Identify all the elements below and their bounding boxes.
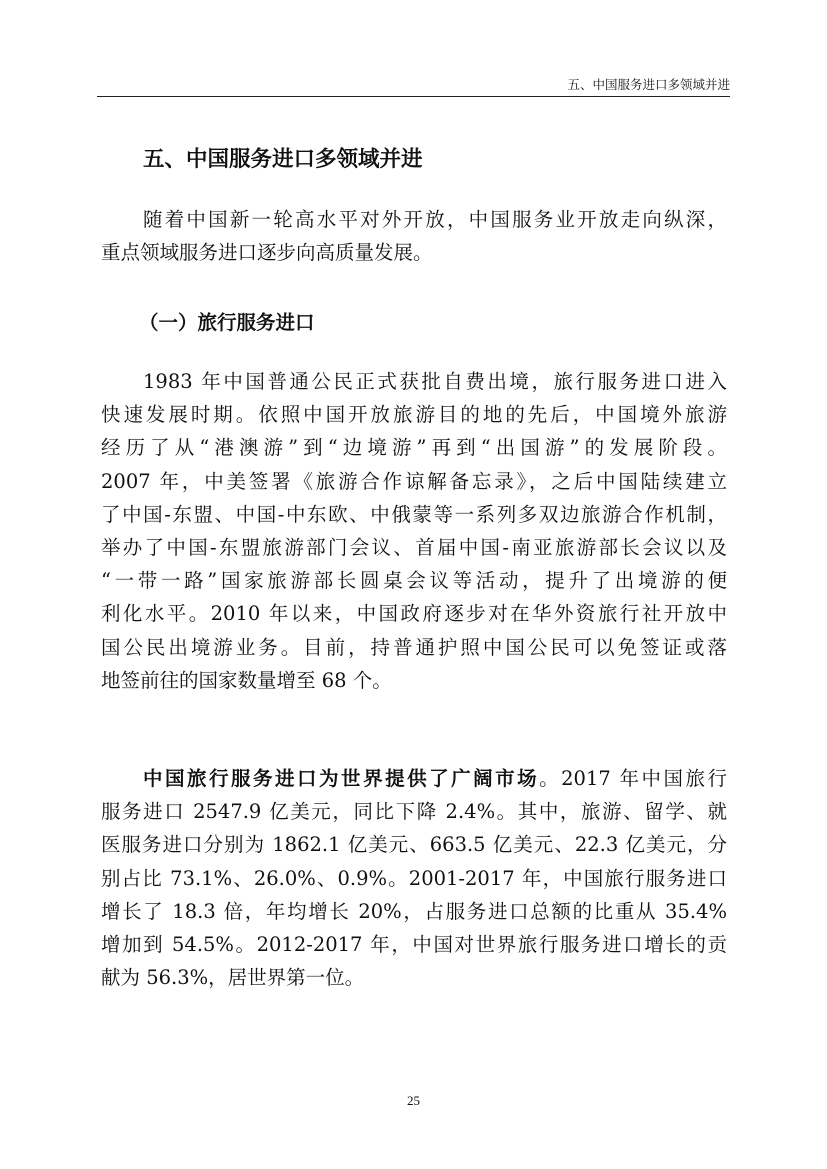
paragraph-line: 了中国-东盟、中国-中东欧、中俄蒙等一系列多双边旅游合作机制，	[101, 502, 727, 526]
bold-lead-sentence: 中国旅行服务进口为世界提供了广阔市场	[143, 767, 540, 790]
paragraph-line: 经历了从“港澳游”到“边境游”再到“出国游”的发展阶段。	[101, 436, 727, 460]
header-rule	[97, 96, 730, 97]
subsection-heading: （一）旅行服务进口	[139, 311, 315, 334]
paragraph-line: “一带一路”国家旅游部长圆桌会议等活动，提升了出境游的便	[101, 569, 727, 593]
paragraph-travel-market	[101, 762, 727, 994]
paragraph-line: 别占比 73.1%、26.0%、0.9%。2001-2017 年，中国旅行服务进口	[101, 866, 727, 890]
paragraph-line: 国公民出境游业务。目前，持普通护照中国公民可以免签证或落	[101, 635, 727, 659]
paragraph-line: 2007 年，中美签署《旅游合作谅解备忘录》，之后中国陆续建立	[101, 469, 727, 493]
paragraph-line: 服务进口 2547.9 亿美元，同比下降 2.4%。其中，旅游、留学、就	[101, 800, 727, 824]
paragraph-line: 地签前往的国家数量增至 68 个。	[101, 668, 392, 692]
paragraph-travel-history	[101, 365, 727, 697]
paragraph-line: 重点领域服务进口逐步向高质量发展。	[101, 241, 433, 265]
paragraph-line: 举办了中国-东盟旅游部门会议、首届中国-南亚旅游部长会议以及	[101, 535, 727, 559]
page-number: 25	[407, 1093, 420, 1108]
paragraph-line: 快速发展时期。依照中国开放旅游目的地的先后，中国境外旅游	[101, 403, 727, 427]
running-header: 五、中国服务进口多领域并进	[567, 77, 730, 92]
paragraph-line: 利化水平。2010 年以来，中国政府逐步对在华外资旅行社开放中	[101, 602, 727, 626]
paragraph-line: 医服务进口分别为 1862.1 亿美元、663.5 亿美元、22.3 亿美元，分	[101, 833, 727, 857]
paragraph-line: 增长了 18.3 倍，年均增长 20%，占服务进口总额的比重从 35.4%	[101, 899, 727, 923]
paragraph-line	[101, 762, 727, 795]
paragraph-line: 增加到 54.5%。2012-2017 年，中国对世界旅行服务进口增长的贡	[101, 932, 727, 956]
paragraph-line: 献为 56.3%，居世界第一位。	[101, 966, 365, 990]
paragraph-line: 1983 年中国普通公民正式获批自费出境，旅行服务进口进入	[143, 370, 727, 393]
section-heading: 五、中国服务进口多领域并进	[143, 147, 423, 172]
paragraph-intro	[101, 203, 727, 269]
paragraph-line: 随着中国新一轮高水平对外开放，中国服务业开放走向纵深，	[143, 208, 727, 231]
paragraph-line-rest: 。2017 年中国旅行	[539, 767, 727, 790]
